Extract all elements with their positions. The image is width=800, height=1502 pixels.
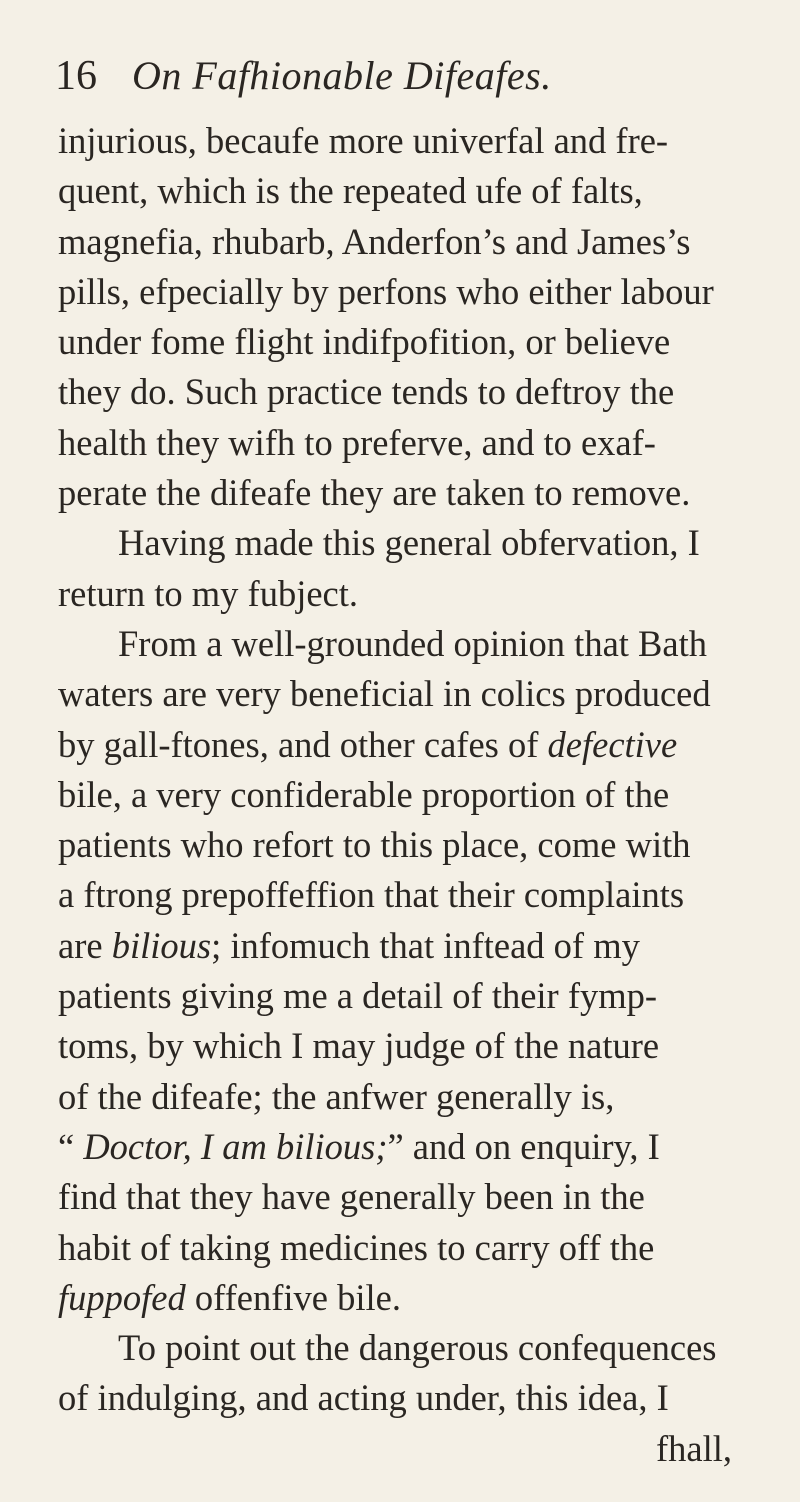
text-line: habit of taking medicines to carry off the bbox=[58, 1226, 655, 1268]
text-line: injurious, becaufe more univerfal and fre- bbox=[58, 120, 669, 161]
text-line: To point out the dangerous confequences bbox=[118, 1327, 717, 1369]
text-line: return to my fubject. bbox=[58, 572, 359, 614]
text-line: patients who refort to this place, come with bbox=[58, 824, 691, 866]
text-line: they do. Such practice tends to deftroy the bbox=[58, 371, 675, 413]
running-title: On Fafhionable Difeafes. bbox=[132, 53, 552, 98]
text-line bbox=[58, 720, 770, 770]
text-run: “ bbox=[58, 1125, 84, 1167]
italic-text-run: fuppofed bbox=[58, 1276, 186, 1318]
text-line: toms, by which I may judge of the nature bbox=[58, 1025, 660, 1067]
italic-text-run: Doctor, I am bilious; bbox=[83, 1125, 388, 1167]
text-line: magnefia, rhubarb, Anderfon’s and James’s bbox=[58, 220, 691, 262]
body-text bbox=[58, 116, 770, 1474]
text-line: fhall, bbox=[655, 1427, 732, 1469]
italic-text-run: bilious bbox=[111, 924, 212, 966]
text-line: From a well-grounded opinion that Bath bbox=[118, 622, 707, 664]
text-line bbox=[58, 921, 770, 971]
page-number: 16 bbox=[55, 53, 97, 99]
text-run: ” and on enquiry, I bbox=[387, 1125, 660, 1167]
text-line bbox=[58, 1122, 770, 1172]
text-line: perate the difeafe they are taken to remove. bbox=[58, 472, 691, 514]
text-line: under fome flight indifpofition, or believe bbox=[58, 321, 671, 363]
text-run: ; infomuch that inftead of my bbox=[211, 924, 640, 966]
text-line: of indulging, and acting under, this idea, I bbox=[58, 1377, 669, 1419]
text-line: find that they have generally been in the bbox=[58, 1176, 645, 1218]
text-line: health they wifh to preferve, and to exaf- bbox=[58, 421, 656, 463]
text-line: pills, efpecially by perfons who either labour bbox=[58, 270, 714, 312]
text-line: of the difeafe; the anfwer generally is, bbox=[58, 1075, 615, 1117]
text-line: a ftrong prepoffeffion that their complaints bbox=[58, 874, 685, 916]
text-line: waters are very beneficial in colics produced bbox=[58, 673, 711, 715]
italic-text-run: defective bbox=[547, 723, 678, 765]
text-run: are bbox=[58, 924, 112, 966]
text-run: by gall-ftones, and other cafes of bbox=[58, 723, 548, 765]
text-line: Having made this general obfervation, I bbox=[118, 522, 700, 564]
text-run: offenfive bile. bbox=[185, 1276, 401, 1318]
text-line: patients giving me a detail of their fymp- bbox=[58, 975, 658, 1017]
text-line bbox=[58, 1273, 770, 1323]
text-line: bile, a very confiderable proportion of the bbox=[58, 773, 670, 815]
text-line: quent, which is the repeated ufe of falts, bbox=[58, 170, 643, 212]
page-header bbox=[0, 46, 800, 106]
